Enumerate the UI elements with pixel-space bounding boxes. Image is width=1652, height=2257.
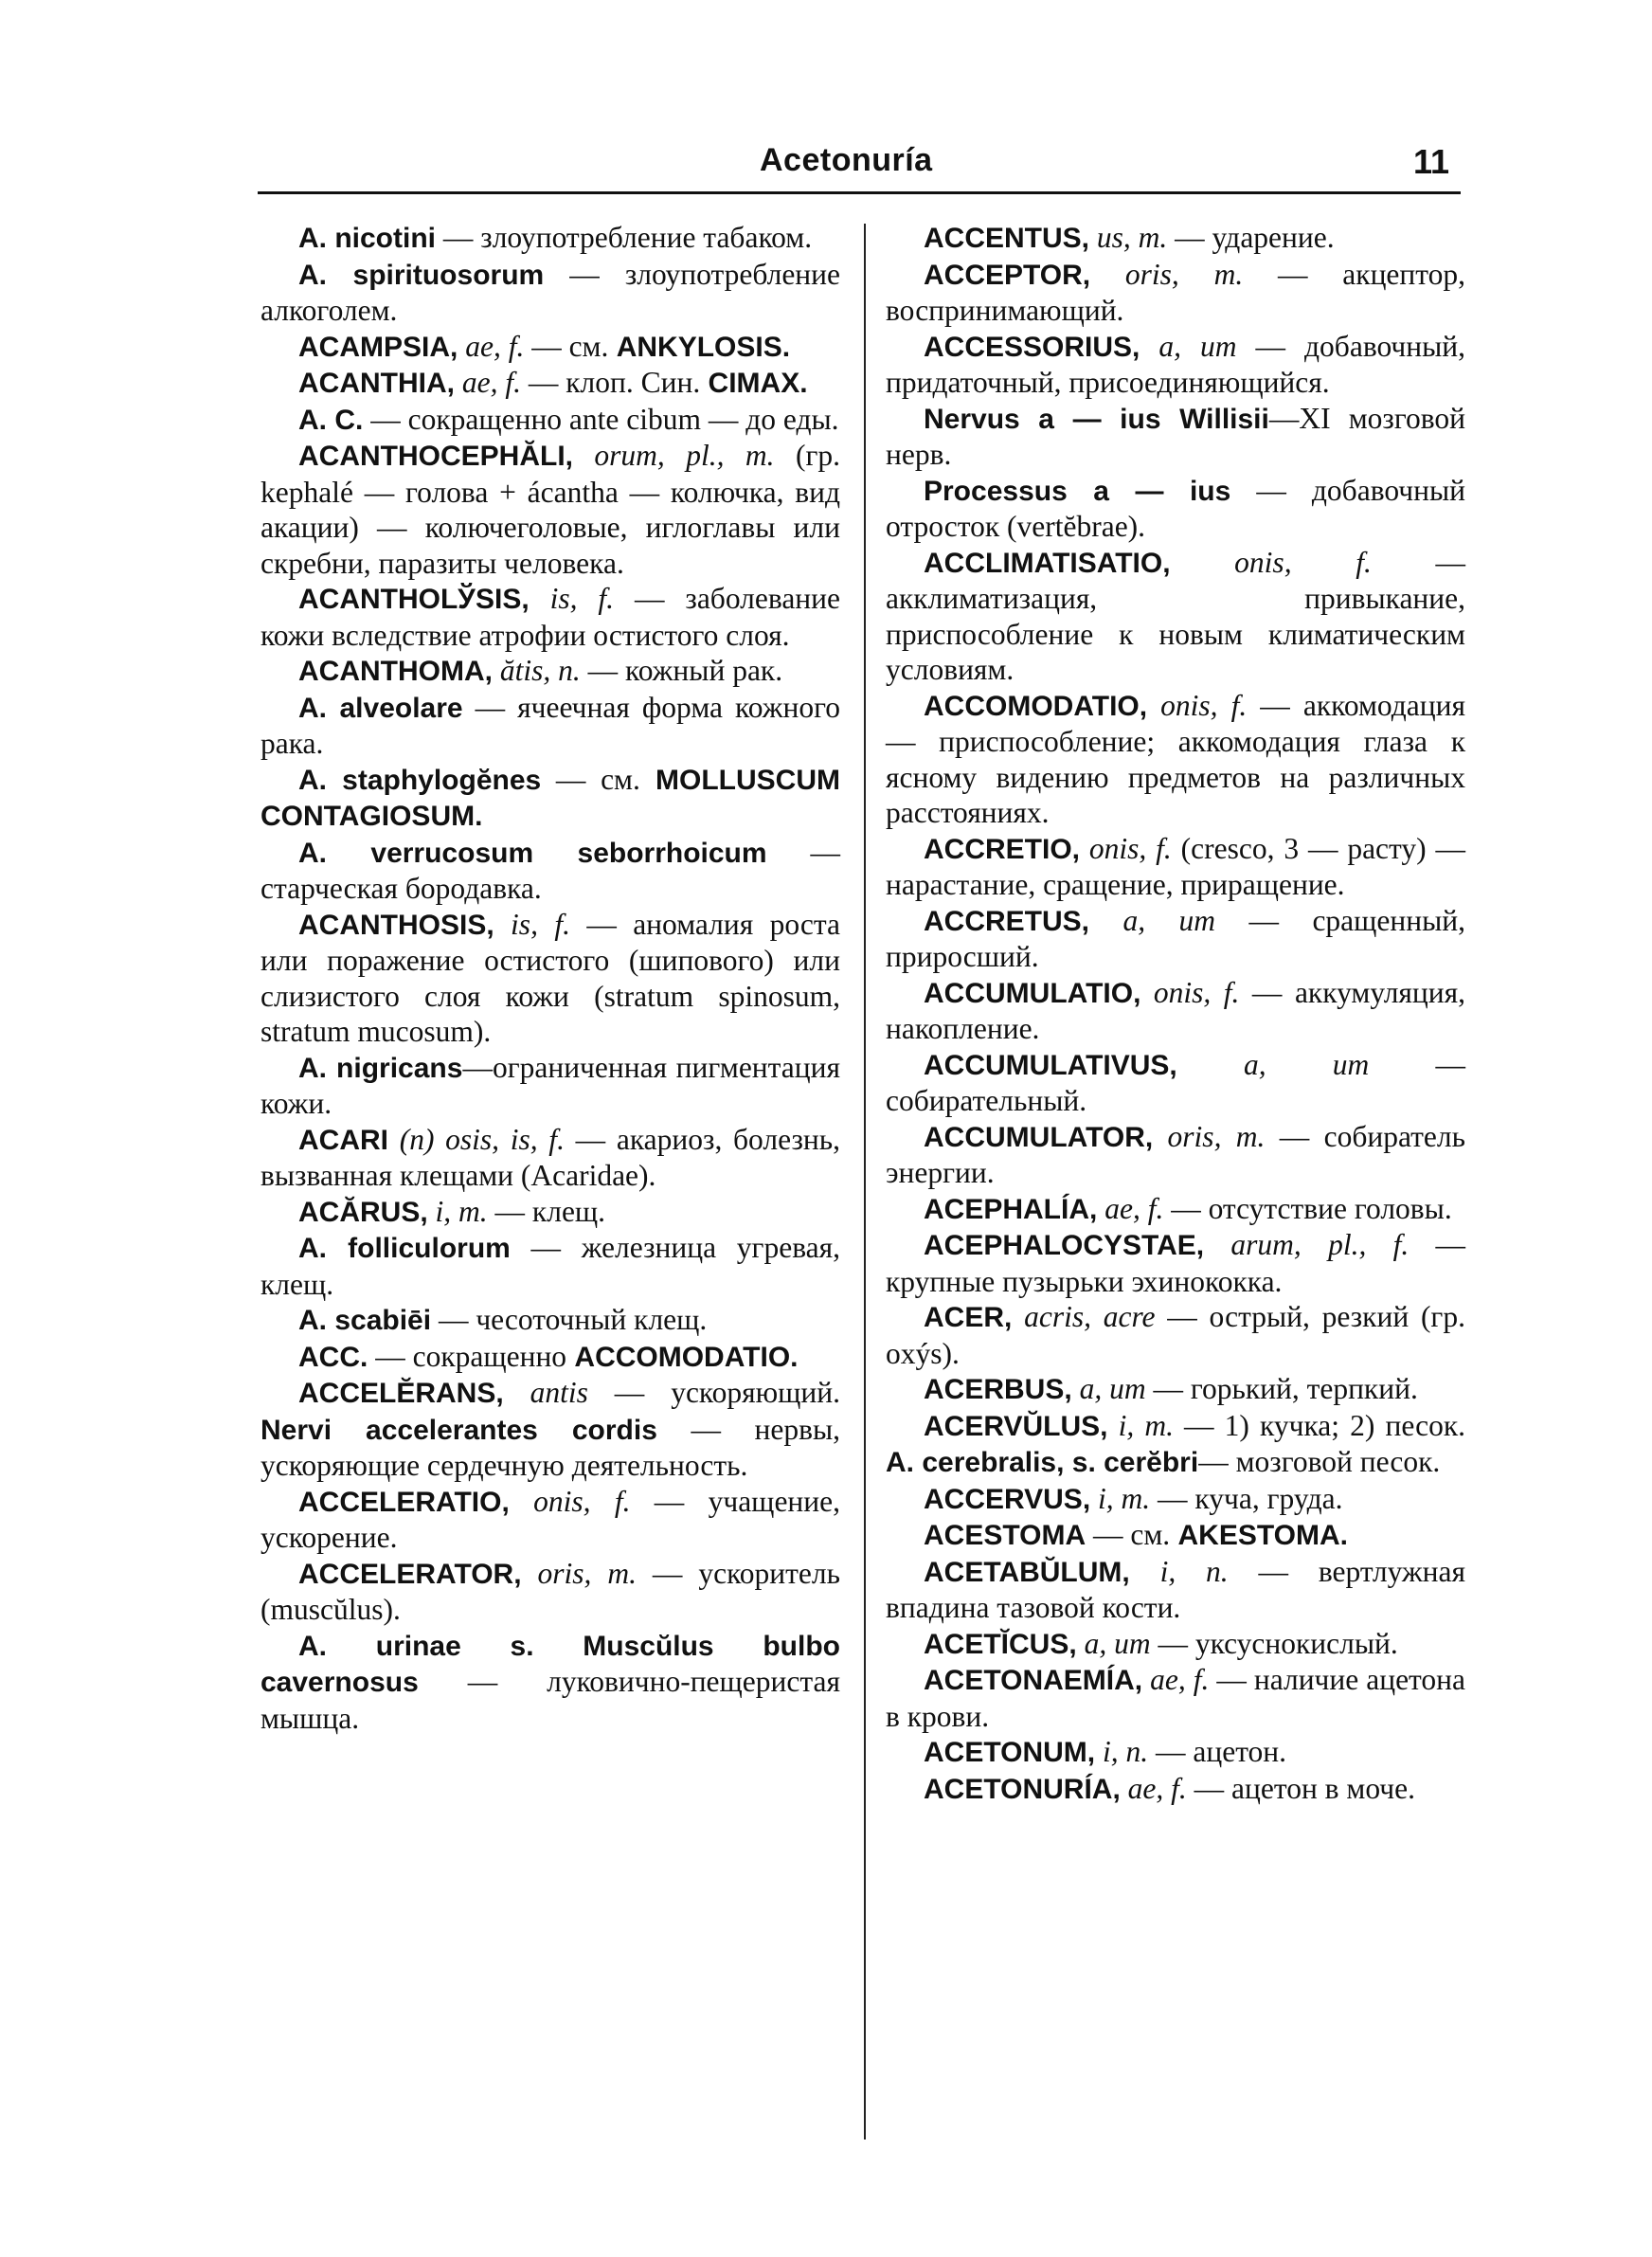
entry-headword: A. nicotini: [298, 223, 436, 254]
entry-definition: см.: [1130, 1518, 1171, 1551]
entry-definition: учащение, ускорение.: [260, 1484, 840, 1554]
entry-definition: злоупотребление алкоголем.: [260, 257, 841, 327]
dictionary-entry: [886, 1481, 1465, 1518]
dictionary-entry: [260, 1556, 840, 1628]
entry-separator: —: [1209, 1663, 1254, 1696]
entry-headword: ACANTHIA,: [298, 368, 455, 399]
entry-definition: ударение.: [1212, 221, 1335, 254]
entry-headword: ACCELERATIO,: [298, 1486, 510, 1518]
entry-grammar: i, n.: [1129, 1554, 1229, 1588]
entry-headword: Processus a — ius: [924, 475, 1231, 507]
dictionary-entry: [260, 762, 840, 835]
entry-definition: ускоряющий.: [671, 1376, 841, 1409]
entry-grammar: onis, f.: [1080, 831, 1172, 865]
entry-separator: [1172, 832, 1181, 865]
entry-headword: ACAMPSIA,: [298, 331, 458, 363]
running-head: [258, 142, 1461, 191]
entry-grammar: onis, f.: [1147, 688, 1248, 722]
entry-definition: чесоточный клещ.: [476, 1303, 708, 1336]
entry-definition: злоупотребление табаком.: [480, 221, 813, 254]
dictionary-entry: [886, 1771, 1465, 1808]
header-rule: [258, 191, 1461, 194]
entry-separator: —: [462, 690, 518, 724]
entry-separator: —: [1247, 688, 1303, 722]
entry-separator: —: [1409, 1228, 1466, 1261]
entry-definition: (cresco, 3 — расту) — нарастание, сращение, приращение.: [886, 831, 1465, 901]
entry-separator: —: [1230, 473, 1312, 507]
entry-headword: ACC.: [298, 1341, 368, 1373]
entry-grammar: oris, m.: [1090, 257, 1244, 291]
entry-definition: акцептор, воспринимающий.: [886, 257, 1465, 327]
entry-separator: —: [564, 1122, 617, 1156]
entry-definition: заболевание кожи вследствие атрофии остистого слоя.: [260, 582, 840, 652]
entry-headword: ACCUMULATOR,: [924, 1121, 1154, 1153]
dictionary-entry: [260, 1484, 840, 1556]
entry-grammar: onis, f.: [509, 1484, 631, 1518]
entry-separator: —: [587, 1376, 672, 1409]
entry-definition: вертлужная впадина тазовой кости.: [886, 1554, 1465, 1624]
dictionary-entry: [260, 1302, 840, 1339]
entry-grammar: antis: [503, 1376, 588, 1409]
entry-definition: аномалия роста или поражение остистого (шипового) или слизистого слоя кожи (stratum spinosum, stratum mucosum).: [260, 907, 841, 1048]
entry-headword: ACCELERATOR,: [298, 1558, 522, 1590]
dictionary-entry: [260, 1628, 840, 1737]
entry-grammar: onis, f.: [1170, 545, 1372, 579]
entry-separator: —: [1236, 329, 1305, 363]
entry-grammar: a, um: [1089, 903, 1216, 937]
entry-headword: ACCRETIO,: [924, 833, 1080, 865]
entry-separator: —: [1173, 1408, 1225, 1442]
entry-definition: острый, резкий (гр. oxýs).: [886, 1300, 1465, 1370]
entry-headword: ACCESSORIUS,: [924, 331, 1140, 363]
entry-separator: —: [462, 1050, 493, 1084]
dictionary-entry: [260, 653, 840, 690]
entry-headword: ACANTHOMA,: [298, 656, 493, 687]
entry-definition: куча, груда.: [1194, 1481, 1343, 1515]
entry-cross-reference: ANKYLOSIS.: [608, 331, 791, 363]
dictionary-entry: [886, 1191, 1465, 1228]
entry-separator: —: [1215, 903, 1313, 937]
entry-separator: —: [418, 1665, 548, 1698]
entry-headword: ACEPHALOCYSTAE,: [924, 1230, 1205, 1261]
entry-grammar: oris, m.: [1153, 1119, 1266, 1153]
entry-headword: ACCELĔRANS,: [298, 1378, 504, 1409]
entry-definition: наличие ацетона в крови.: [886, 1663, 1465, 1733]
entry-definition: железница угревая, клещ.: [260, 1231, 840, 1301]
entry-headword: ACEPHALÍA,: [924, 1193, 1098, 1225]
dictionary-entry: [886, 1119, 1465, 1191]
entry-definition: сокращенно ante cibum — до еды.: [407, 402, 839, 436]
entry-headword: ACCRETUS,: [924, 905, 1090, 937]
entry-separator: —: [520, 366, 566, 399]
dictionary-entry: [260, 1339, 840, 1376]
dictionary-entry: [886, 473, 1465, 545]
entry-definition: акклиматизация, привыкание, приспособление к новым климатическим условиям.: [886, 582, 1465, 686]
entry-grammar: i, m.: [1107, 1408, 1174, 1442]
entry-separator: —: [436, 221, 481, 254]
entry-grammar: us, m.: [1089, 221, 1168, 254]
entry-cross-reference: ACCOMODATIO.: [566, 1341, 799, 1373]
entry-grammar: i, n.: [1095, 1735, 1149, 1768]
entry-grammar: ae, f.: [458, 329, 525, 363]
entry-definition: сращенный, приросший.: [886, 903, 1466, 973]
dictionary-entry: [260, 1122, 840, 1194]
entry-grammar: ae, f.: [455, 366, 521, 399]
entry-separator: —: [630, 1484, 709, 1518]
entry-separator: —: [1268, 401, 1300, 435]
dictionary-entry: [886, 975, 1465, 1047]
entry-separator: —: [510, 1231, 582, 1264]
entry-definition: отсутствие головы.: [1208, 1191, 1452, 1225]
entry-headword: A. alveolare: [298, 692, 463, 724]
entry-headword: ACCLIMATISATIO,: [924, 547, 1171, 579]
entry-separator: —: [1369, 1047, 1465, 1081]
entry-definition: уксуснокислый.: [1194, 1626, 1398, 1660]
entry-separator: —: [487, 1194, 532, 1228]
entry-grammar: i, m.: [1090, 1481, 1151, 1515]
entry-separator: —: [1086, 1518, 1131, 1551]
entry-headword: ACANTHOCEPHĂLI,: [298, 441, 573, 472]
entry-headword: A. nigricans: [298, 1052, 463, 1084]
column-divider: [864, 224, 866, 2140]
entry-grammar: ae, f.: [1120, 1771, 1187, 1805]
entry-headword: ACCEPTOR,: [924, 259, 1091, 291]
entry-cross-reference: A. cerebralis, s. cerĕbri: [886, 1447, 1199, 1478]
dictionary-entry: [886, 545, 1465, 688]
entry-definition: клещ.: [531, 1194, 606, 1228]
entry-separator: —: [1167, 221, 1212, 254]
entry-separator: —: [541, 762, 602, 796]
entry-definition: клоп. Син.: [566, 366, 701, 399]
dictionary-entry: [260, 329, 840, 366]
entry-separator: —: [1265, 1119, 1324, 1153]
entry-definition: (гр. kephalé — голова + ácantha — колючка, вид акации) — колючеголовые, иглоглавы или скребни, паразиты человека.: [260, 439, 840, 580]
entry-definition: аккомодация — приспособление; аккомодация глаза к ясному видению предметов на различных расстояниях.: [886, 688, 1465, 829]
entry-grammar: i, m.: [427, 1194, 488, 1228]
entry-headword: A. verrucosum seborrhoicum: [298, 837, 767, 869]
entry-headword: ACETONAEMÍA,: [924, 1665, 1143, 1696]
dictionary-entry: [260, 907, 840, 1050]
entry-definition: акариоз, болезнь, вызванная клещами (Acaridae).: [260, 1122, 841, 1192]
entry-grammar: ătis, n.: [492, 654, 581, 687]
entry-grammar: a, um: [1140, 329, 1237, 363]
entry-headword: ACCENTUS,: [924, 223, 1090, 254]
entry-separator: —: [363, 402, 408, 436]
entry-separator: —: [1163, 1191, 1209, 1225]
entry-definition: собиратель энергии.: [886, 1119, 1465, 1189]
dictionary-entry: [260, 581, 840, 653]
entry-separator: —: [1228, 1554, 1319, 1588]
entry-headword: ACETĬCUS,: [924, 1628, 1077, 1660]
entry-headword: A. urinae s. Muscŭlus bulbo cavernosus: [260, 1630, 840, 1698]
dictionary-entry: [260, 257, 840, 329]
dictionary-entry: [886, 1371, 1465, 1408]
entry-headword: ACESTOMA: [924, 1520, 1086, 1551]
entry-definition: луковично-пещеристая мышца.: [260, 1665, 840, 1735]
running-head-title: Acetonuría: [760, 142, 933, 178]
dictionary-entry: [886, 903, 1465, 975]
entry-separator: —: [1371, 545, 1466, 579]
entry-definition: ацетон в моче.: [1231, 1771, 1415, 1805]
entry-definition: аккумуляция, накопление.: [886, 975, 1466, 1045]
entry-headword: ACARI: [298, 1124, 388, 1156]
right-column: [886, 220, 1465, 1807]
entry-headword: ACCUMULATIO,: [924, 977, 1141, 1009]
entry-grammar: a, um: [1071, 1372, 1146, 1405]
entry-separator: [775, 439, 796, 472]
entry-headword: ACETONUM,: [924, 1737, 1096, 1768]
dictionary-entry: [886, 1554, 1465, 1626]
dictionary-entry: [260, 690, 840, 762]
entry-separator: —: [636, 1556, 699, 1590]
entry-grammar: oris, m.: [521, 1556, 637, 1590]
dictionary-entry: [886, 1517, 1465, 1554]
dictionary-entry: [260, 1230, 840, 1302]
entry-definition-tail: — мозговой песок.: [1198, 1445, 1441, 1478]
entry-grammar: ae, f.: [1142, 1663, 1210, 1696]
dictionary-entry: [260, 1375, 840, 1484]
entry-definition: добавочный отросток (vertĕbrae).: [886, 473, 1466, 543]
entry-headword: A. C.: [298, 404, 364, 436]
entry-separator: —: [1145, 1372, 1191, 1405]
entry-separator: —: [1150, 1626, 1195, 1660]
entry-separator: —: [614, 582, 686, 615]
entry-separator: —: [1243, 257, 1343, 291]
entry-grammar: (n) osis, is, f.: [388, 1122, 565, 1156]
entry-separator: —: [1148, 1735, 1194, 1768]
entry-separator: —: [544, 257, 625, 291]
entry-definition: собирательный.: [886, 1084, 1087, 1117]
entry-separator: —: [580, 654, 625, 687]
entry-definition: XI мозговой нерв.: [886, 401, 1466, 471]
entry-separator: —: [1155, 1300, 1210, 1333]
dictionary-entry: [260, 438, 840, 581]
entry-definition: ацетон.: [1193, 1735, 1287, 1768]
entry-cross-reference: AKESTOMA.: [1170, 1520, 1348, 1551]
page-number: 11: [1412, 142, 1449, 181]
entry-separator: —: [569, 907, 634, 941]
entry-headword: ACERVŬLUS,: [924, 1410, 1108, 1442]
entry-headword: A. scabiēi: [298, 1305, 432, 1336]
entry-separator: —: [524, 329, 569, 363]
dictionary-entry: [886, 831, 1465, 903]
dictionary-entry: [886, 1734, 1465, 1771]
dictionary-entry: [886, 1626, 1465, 1663]
entry-definition: ускоритель (muscŭlus).: [260, 1556, 840, 1626]
entry-separator: —: [1239, 975, 1295, 1009]
dictionary-entry: [886, 1299, 1465, 1371]
entry-grammar: a, um: [1076, 1626, 1151, 1660]
entry-separator: —: [431, 1303, 476, 1336]
entry-headword: ACANTHOLЎSIS,: [298, 584, 530, 615]
entry-grammar: a, um: [1176, 1047, 1370, 1081]
entry-headword: ACĂRUS,: [298, 1196, 428, 1228]
left-column: [260, 220, 840, 1736]
entry-headword: ACERBUS,: [924, 1374, 1072, 1405]
entry-definition: ограниченная пигментация кожи.: [260, 1050, 840, 1120]
entry-grammar: is, f.: [529, 582, 615, 615]
entry-grammar: orum, pl., m.: [573, 439, 775, 472]
entry-headword: A. spirituosorum: [298, 259, 545, 291]
entry-separator: —: [1186, 1771, 1232, 1805]
entry-headword: Nervus a — ius Willisii: [924, 403, 1269, 435]
entry-grammar: acris, acre: [1012, 1300, 1156, 1333]
dictionary-entry: [260, 365, 840, 402]
entry-separator: —: [766, 835, 840, 869]
entry-headword: A. staphylogĕnes: [298, 764, 542, 796]
entry-grammar: onis, f.: [1140, 975, 1240, 1009]
entry-headword: ACETABŬLUM,: [924, 1556, 1130, 1588]
entry-definition: крупные пузырьки эхинококка.: [886, 1264, 1283, 1298]
entry-cross-reference: CIMAX.: [700, 368, 808, 399]
entry-headword: A. folliculorum: [298, 1233, 511, 1264]
entry-headword: ACETONURÍA,: [924, 1773, 1121, 1805]
entry-definition-tail: — нервы, ускоряющие сердечную деятельность.: [260, 1412, 840, 1482]
entry-grammar: arum, pl., f.: [1204, 1228, 1410, 1261]
dictionary-entry: [260, 220, 840, 257]
entry-cross-reference: Nervi accelerantes cordis: [260, 1414, 657, 1446]
entry-definition: кожный рак.: [625, 654, 783, 687]
dictionary-entry: [260, 1050, 840, 1122]
dictionary-entry: [886, 1047, 1465, 1119]
entry-headword: ACCOMODATIO,: [924, 690, 1148, 722]
dictionary-entry: [886, 257, 1465, 329]
entry-grammar: is, f.: [494, 907, 570, 941]
entry-definition: старческая бородавка.: [260, 872, 542, 905]
entry-definition: 1) кучка; 2) песок.: [1224, 1408, 1466, 1442]
entry-separator: —: [1150, 1481, 1195, 1515]
entry-separator: —: [368, 1339, 413, 1373]
dictionary-entry: [886, 1408, 1465, 1481]
dictionary-entry: [886, 1227, 1465, 1299]
entry-headword: ACCERVUS,: [924, 1483, 1091, 1515]
entry-headword: ACER,: [924, 1302, 1013, 1333]
dictionary-entry: [886, 1662, 1465, 1734]
entry-definition: ячеечная форма кожного рака.: [260, 690, 840, 760]
dictionary-entry: [260, 835, 840, 907]
entry-headword: ACCUMULATIVUS,: [924, 1049, 1177, 1081]
entry-definition: горький, терпкий.: [1190, 1372, 1418, 1405]
entry-grammar: ae, f.: [1097, 1191, 1164, 1225]
dictionary-entry: [260, 1194, 840, 1231]
entry-definition: добавочный, придаточный, присоединяющийся.: [886, 329, 1466, 399]
dictionary-entry: [886, 329, 1465, 401]
dictionary-entry: [886, 220, 1465, 257]
dictionary-entry: [886, 688, 1465, 831]
dictionary-entry: [260, 402, 840, 439]
entry-definition: сокращенно: [412, 1339, 567, 1373]
entry-definition: см.: [568, 329, 609, 363]
entry-headword: ACANTHOSIS,: [298, 909, 494, 941]
entry-cross-reference: MOLLUSCUM CONTAGIOSUM.: [260, 764, 840, 832]
entry-definition: см.: [601, 762, 640, 796]
dictionary-entry: [886, 401, 1465, 473]
